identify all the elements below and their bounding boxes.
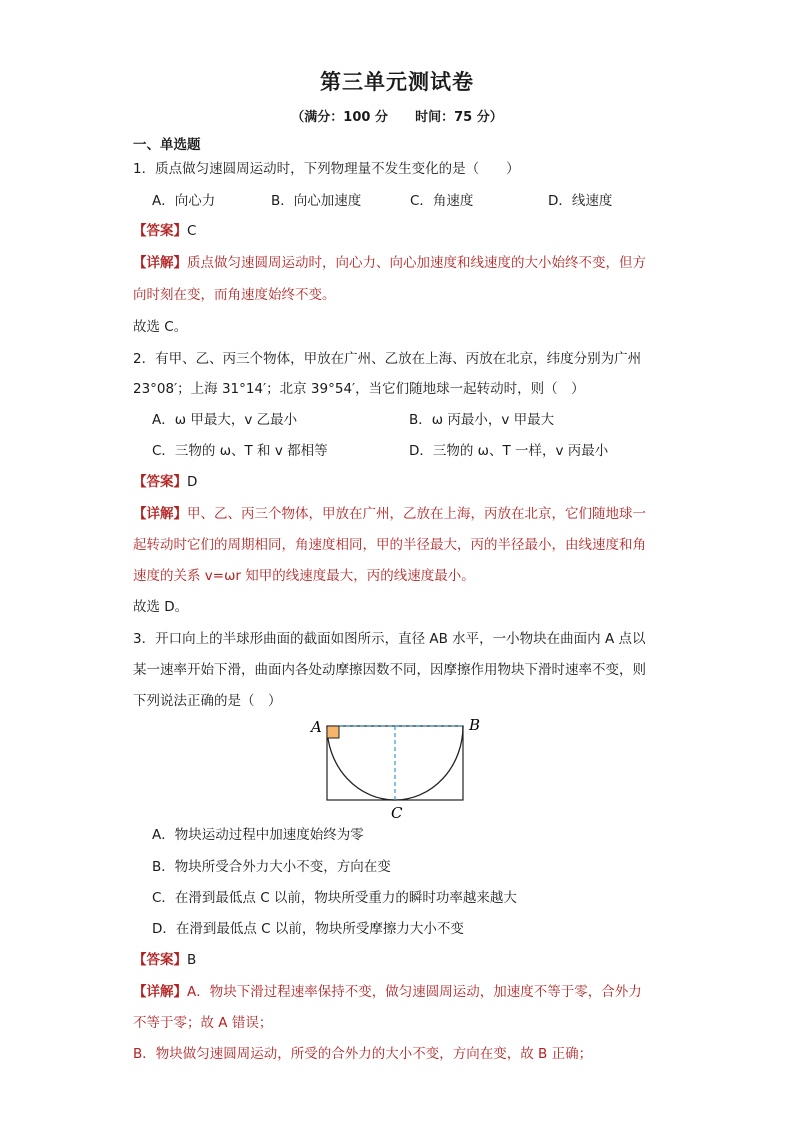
q1-detail-line-1 xyxy=(133,254,646,272)
label-a: A xyxy=(311,718,322,736)
q2-stem-line-1: 2．有甲、乙、丙三个物体，甲放在广州、乙放在上海、丙放在北京，纬度分别为广州 xyxy=(133,351,642,367)
q2-detail-line-1 xyxy=(133,505,646,523)
q1-conclusion: 故选 C。 xyxy=(133,319,188,335)
q2-detail-text-1: 甲、乙、丙三个物体，甲放在广州，乙放在上海，丙放在北京，它们随地球一 xyxy=(187,506,646,522)
q1-option-a: A．向心力 xyxy=(152,193,216,209)
block xyxy=(327,726,339,738)
q3-stem-line-3: 下列说法正确的是（ ） xyxy=(133,693,282,709)
q1-detail-text-1: 质点做匀速圆周运动时，向心力、向心加速度和线速度的大小始终不变，但方 xyxy=(187,255,646,271)
answer-tag: 【答案】 xyxy=(133,223,187,239)
hemisphere-diagram xyxy=(306,712,486,822)
detail-tag: 【详解】 xyxy=(133,506,187,522)
label-c: C xyxy=(391,804,403,822)
q1-answer xyxy=(133,222,196,240)
q3-answer xyxy=(133,951,196,969)
q1-option-d: D．线速度 xyxy=(548,193,613,209)
q3-option-d: D．在滑到最低点 C 以前，物块所受摩擦力大小不变 xyxy=(152,921,464,937)
answer-tag: 【答案】 xyxy=(133,952,187,968)
q1-option-c: C．角速度 xyxy=(410,193,474,209)
q3-answer-value: B xyxy=(187,952,197,968)
q3-detail-line-2: 不等于零；故 A 错误； xyxy=(133,1015,273,1031)
q1-detail-line-2: 向时刻在变，而角速度始终不变。 xyxy=(133,287,336,303)
detail-tag: 【详解】 xyxy=(133,255,187,271)
q2-conclusion: 故选 D。 xyxy=(133,599,189,615)
q3-stem-line-1: 3．开口向上的半球形曲面的截面如图所示，直径 AB 水平，一小物块在曲面内 A 点以 xyxy=(133,631,646,647)
q2-stem-line-2: 23°08′；上海 31°14′；北京 39°54′，当它们随地球一起转动时，则（ ） xyxy=(133,381,585,397)
q2-answer-value: D xyxy=(187,474,198,490)
q2-option-b: B．ω 丙最小，v 甲最大 xyxy=(409,412,555,428)
q3-option-b: B．物块所受合外力大小不变，方向在变 xyxy=(152,859,391,875)
q2-option-a: A．ω 甲最大，v 乙最小 xyxy=(152,412,298,428)
q2-detail-line-2: 起转动时它们的周期相同，角速度相同，甲的半径最大，丙的半径最小，由线速度和角 xyxy=(133,537,646,553)
q1-option-b: B．向心加速度 xyxy=(271,193,362,209)
q2-option-d: D．三物的 ω、T 一样，v 丙最小 xyxy=(409,443,609,459)
q3-detail-line-1 xyxy=(133,983,642,1001)
section-heading: 一、单选题 xyxy=(133,137,201,153)
detail-tag: 【详解】 xyxy=(133,984,187,1000)
page-title: 第三单元测试卷 xyxy=(320,69,474,94)
q2-option-c: C．三物的 ω、T 和 v 都相等 xyxy=(152,443,328,459)
page-subtitle: （满分：100 分 时间：75 分） xyxy=(291,110,503,125)
q1-answer-value: C xyxy=(187,223,197,239)
answer-tag: 【答案】 xyxy=(133,474,187,490)
q3-stem-line-2: 某一速率开始下滑，曲面内各处动摩擦因数不同，因摩擦作用物块下滑时速率不变，则 xyxy=(133,662,646,678)
q2-detail-line-3: 速度的关系 v=ωr 知甲的线速度最大，丙的线速度最小。 xyxy=(133,568,475,584)
q2-answer xyxy=(133,473,197,491)
q3-option-a: A．物块运动过程中加速度始终为零 xyxy=(152,827,364,843)
q1-stem: 1．质点做匀速圆周运动时，下列物理量不发生变化的是（ ） xyxy=(133,161,520,177)
q3-detail-line-3: B．物块做匀速圆周运动，所受的合外力的大小不变，方向在变，故 B 正确； xyxy=(133,1046,593,1062)
label-b: B xyxy=(469,716,481,734)
q3-detail-text-1: A．物块下滑过程速率保持不变，做匀速圆周运动，加速度不等于零，合外力 xyxy=(187,984,642,1000)
q3-option-c: C．在滑到最低点 C 以前，物块所受重力的瞬时功率越来越大 xyxy=(152,890,517,906)
